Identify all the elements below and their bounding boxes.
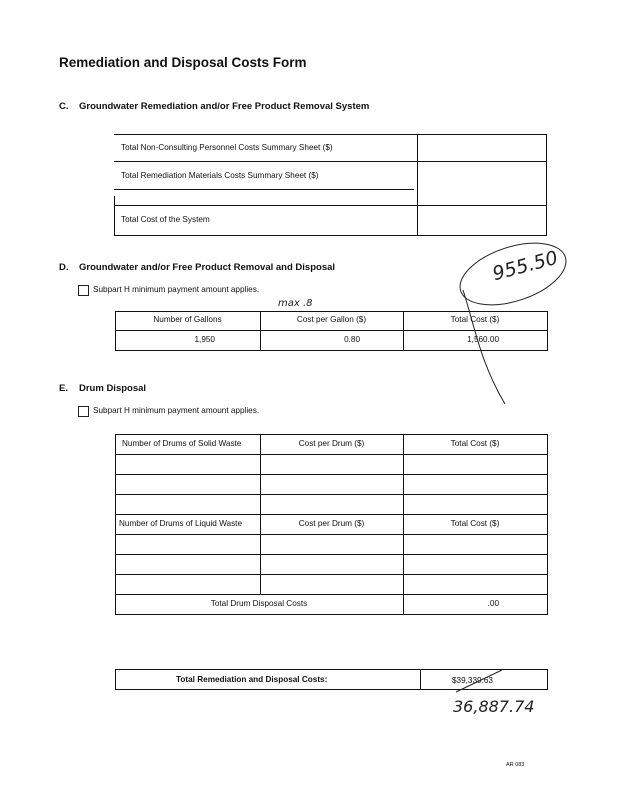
- section-d-heading: [59, 262, 335, 273]
- d-value-cost-per-gallon[interactable]: 0.80: [344, 335, 360, 344]
- section-e-heading: [59, 383, 146, 394]
- section-d-title: Groundwater and/or Free Product Removal and Disposal: [79, 262, 336, 273]
- section-d-minimum-checkbox[interactable]: [78, 285, 89, 296]
- e-header-liquid-cost-per-drum: Cost per Drum ($): [298, 519, 365, 528]
- grand-total-strike-mark: [452, 668, 512, 696]
- section-e-checkbox-label: Subpart H minimum payment amount applies.: [93, 406, 260, 415]
- handwritten-circle-amount: 955.50: [490, 246, 561, 286]
- c-materials-value[interactable]: [420, 165, 542, 187]
- c-total-value[interactable]: [420, 209, 542, 231]
- section-e-letter: E.: [59, 383, 68, 394]
- form-title: Remediation and Disposal Costs Form: [59, 55, 307, 70]
- e-total-drum-label: Total Drum Disposal Costs: [210, 599, 308, 608]
- section-e-table: [115, 434, 548, 615]
- d-header-total-cost: Total Cost ($): [450, 315, 500, 324]
- section-c-letter: C.: [59, 101, 69, 112]
- e-header-solid-cost-per-drum: Cost per Drum ($): [298, 439, 365, 448]
- d-header-cost-per-gallon: Cost per Gallon ($): [296, 315, 367, 324]
- section-c-title: Groundwater Remediation and/or Free Product Removal System: [79, 101, 370, 112]
- e-total-drum-value[interactable]: .00: [487, 599, 499, 608]
- c-row-materials-label: Total Remediation Materials Costs Summary Sheet ($): [121, 171, 319, 180]
- section-e-minimum-checkbox[interactable]: [78, 406, 89, 417]
- d-value-total-cost[interactable]: 1,560.00: [467, 335, 499, 344]
- grand-total-label: Total Remediation and Disposal Costs:: [176, 675, 328, 684]
- c-personnel-value[interactable]: [420, 137, 542, 159]
- e-header-solid-drums: Number of Drums of Solid Waste: [122, 439, 242, 448]
- grand-total-handwritten-correction: 36,887.74: [453, 697, 535, 716]
- section-d-checkbox-label: Subpart H minimum payment amount applies.: [93, 285, 260, 294]
- section-d-letter: D.: [59, 262, 69, 273]
- section-c-heading: [59, 101, 369, 112]
- section-c-table: [114, 134, 547, 236]
- d-value-gallons[interactable]: 1,950: [194, 335, 215, 344]
- e-header-liquid-drums: Number of Drums of Liquid Waste: [119, 519, 243, 528]
- d-header-gallons: Number of Gallons: [153, 315, 222, 324]
- grand-total-value[interactable]: $39,339.63: [452, 676, 493, 685]
- footer-page-code: AR 083: [506, 762, 525, 768]
- e-header-solid-total-cost: Total Cost ($): [450, 439, 500, 448]
- e-header-liquid-total-cost: Total Cost ($): [450, 519, 500, 528]
- d-handwritten-max-note: max .8: [278, 298, 313, 309]
- c-row-personnel-label: Total Non-Consulting Personnel Costs Summary Sheet ($): [121, 143, 333, 152]
- section-e-title: Drum Disposal: [79, 383, 147, 394]
- c-row-total-label: Total Cost of the System: [121, 215, 210, 224]
